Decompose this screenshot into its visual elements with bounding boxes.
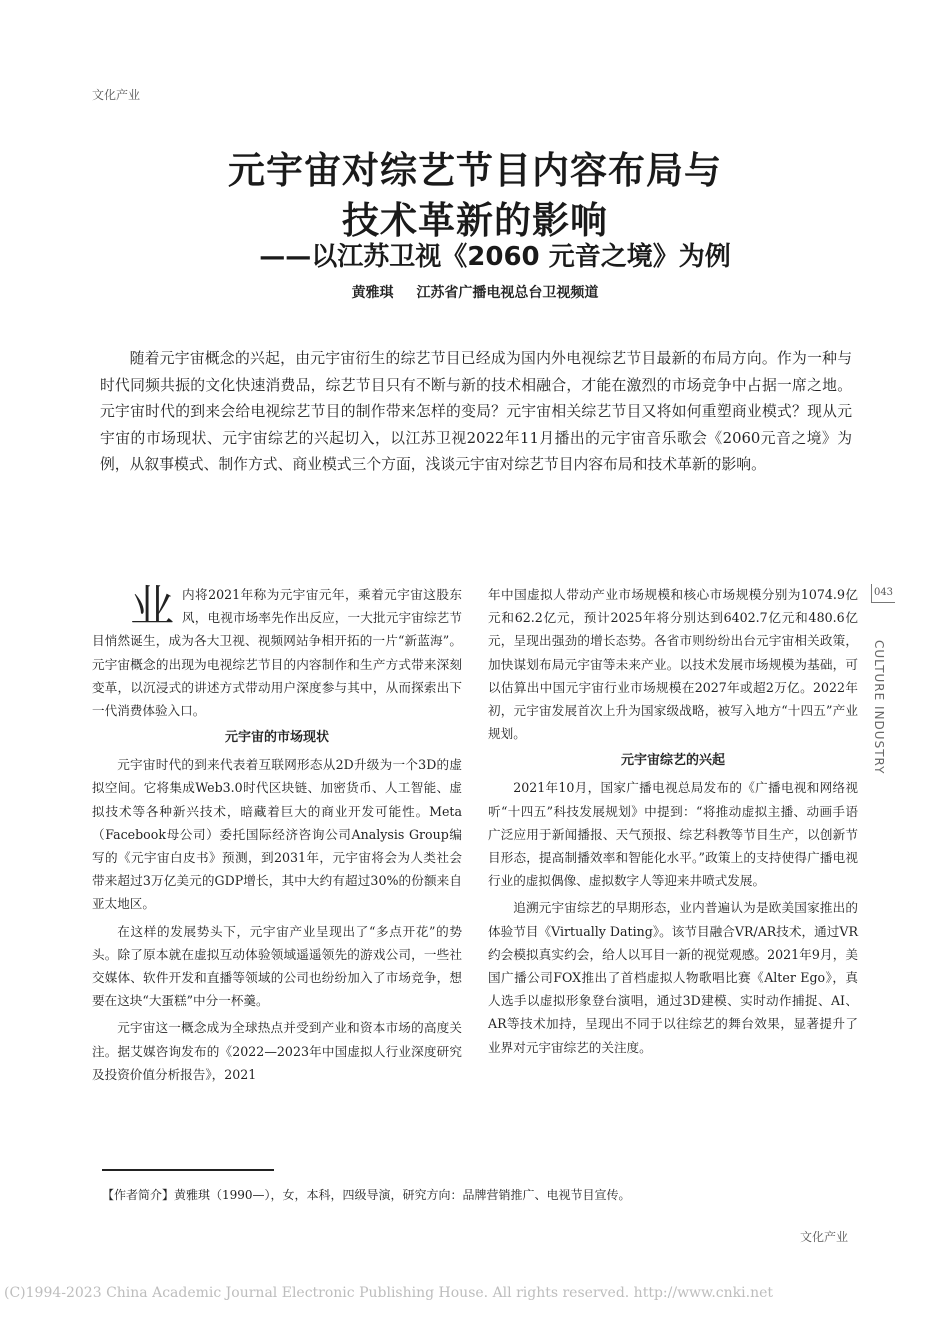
section-tag-bottom: 文化产业 [799,1230,848,1244]
article-subtitle: ——以江苏卫视《2060 元音之境》为例 [259,242,731,272]
abstract: 随着元宇宙概念的兴起，由元宇宙衍生的综艺节目已经成为国内外电视综艺节目最新的布局方向。作为一种与时代同频共振的文化快速消费品，综艺节目只有不断与新的技术相融合，才能在激烈的市场竞争中占据一席之地。元宇宙时代的到来会给电视综艺节目的制作带来怎样的变局？元宇宙相关综艺节目又将如何重塑商业模式？现从元宇宙的市场现状、元宇宙综艺的兴起切入，以江苏卫视2022年11月播出的元宇宙音乐歌会《2060元音之境》为例，从叙事模式、制作方式、商业模式三个方面，浅谈元宇宙对综艺节目内容布局和技术革新的影响。 [100,350,852,474]
article-title-line-1: 元宇宙对综艺节目内容布局与 [228,149,722,192]
footnote-divider [102,1169,274,1171]
drop-cap: 业 [130,581,174,632]
intro-paragraph [92,583,462,722]
intro-text: 内将2021年称为元宇宙元年，乘着元宇宙这股东风，电视市场率先作出反应，一大批元宇宙综艺节目悄然诞生，成为各大卫视、视频网站争相开拓的一片“新蓝海”。元宇宙概念的出现为电视综艺节目的内容制作和生产方式带来深刻变革，以沉浸式的讲述方式带动用户深度参与其中，从而探索出下一代消费体验入口。 [92,587,462,719]
author-footnote: 【作者简介】黄雅琪（1990—），女，本科，四级导演，研究方向：品牌营销推广、电视节目宣传。 [102,1188,631,1202]
page-number: 043 [871,584,895,603]
paragraph: 元宇宙这一概念成为全球热点并受到产业和资本市场的高度关注。据艾媒咨询发布的《2022—2023年中国虚拟人行业深度研究及投资价值分析报告》，2021 [92,1020,462,1082]
paragraph: 追溯元宇宙综艺的早期形态，业内普遍认为是欧美国家推出的体验节目《Virtually Dating》。该节目融合VR/AR技术，通过VR约会模拟真实约会，给人以耳目一新的视觉观感。2021年9月，美国广播公司FOX推出了首档虚拟人物歌唱比赛《Alter Ego》，真人选手以虚拟形象登台演唱，通过3D建模、实时动作捕捉、AI、AR等技术加持，呈现出不同于以往综艺的舞台效果，显著提升了业界对元宇宙综艺的关注度。 [488,900,858,1055]
paragraph: 在这样的发展势头下，元宇宙产业呈现出了“多点开花”的势头。除了原本就在虚拟互动体验领域遥遥领先的游戏公司，一些社交媒体、软件开发和直播等领域的公司也纷纷加入了市场竞争，想要在这块“大蛋糕”中分一杯羹。 [92,923,462,1009]
section-heading-rise: 元宇宙综艺的兴起 [620,753,725,769]
author-affiliation: 江苏省广播电视总台卫视频道 [416,285,599,301]
paragraph: 2021年10月，国家广播电视总局发布的《广播电视和网络视听“十四五”科技发展规划》中提到：“将推动虚拟主播、动画手语广泛应用于新闻播报、天气预报、综艺科教等节目生产，以创新节目形态，提高制播效率和智能化水平。”政策上的支持使得广播电视行业的虚拟偶像、虚拟数字人等迎来井喷式发展。 [488,780,858,889]
left-column [92,583,462,1090]
author-name: 黄雅琪 [351,285,394,301]
paragraph-continued: 年中国虚拟人带动产业市场规模和核心市场规模分别为1074.9亿元和62.2亿元，预计2025年将分别达到6402.7亿元和480.6亿元，呈现出强劲的增长态势。各省市则纷纷出台元宇宙相关政策，加快谋划布局元宇宙等未来产业。以技术发展市场规模为基础，可以估算出中国元宇宙行业市场规模在2027年或超2万亿。2022年初，元宇宙发展首次上升为国家级战略，被写入地方“十四五”产业规划。 [488,587,858,742]
article-title-line-2: 技术革新的影响 [342,199,608,242]
paragraph: 元宇宙时代的到来代表着互联网形态从2D升级为一个3D的虚拟空间。它将集成Web3.0时代区块链、加密货币、人工智能、虚拟技术等各种新兴技术，暗藏着巨大的商业开发可能性。Meta（Facebook母公司）委托国际经济咨询公司Analysis Group编写的《元宇宙白皮书》预测，到2031年，元宇宙将会为人类社会带来超过3万亿美元的GDP增长，其中大约有超过30%的份额来自亚太地区。 [92,757,462,912]
right-column [488,583,858,1063]
page-number-box [871,584,895,603]
author-line [0,282,950,302]
running-section-label: CULTURE INDUSTRY [872,640,886,775]
section-heading-market: 元宇宙的市场现状 [224,730,329,746]
copyright-watermark: (C)1994-2023 China Academic Journal Electronic Publishing House. All rights reserved. http://www.cnki.net [4,1285,774,1301]
section-tag-top: 文化产业 [92,88,141,102]
